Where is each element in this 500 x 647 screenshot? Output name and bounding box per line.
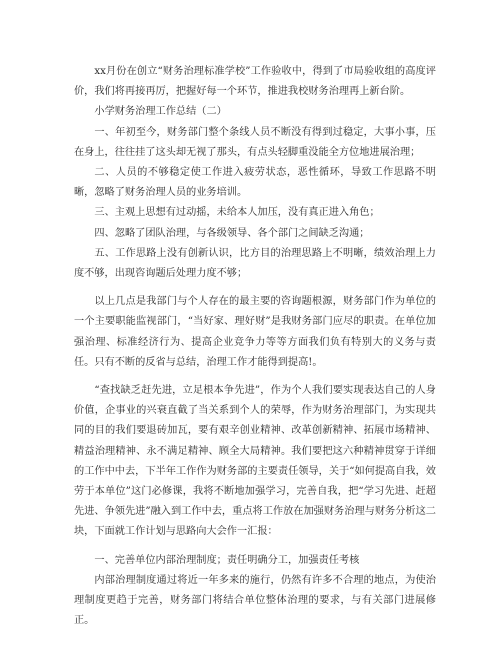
paragraph-point-4: 四、忽略了团队治理，与各级领导、各个部门之间缺乏沟通； [94,227,370,239]
paragraph-summary: 以上几点是我部门与个人存在的最主要的咨询题根源，财务部门作为单位的一个主要职能监视部门，“当好家、理好财”是我财务部门应尽的职责。在单位加强治理、标准经济行为、提高企业竞争力等等方面我们负有特别大的义务与责任。只有不断的反省与总结，治理工作才能得到提高!。 [74,296,436,368]
paragraph-point-2: 二、人员的不够稳定使工作进入疲劳状态，恶性循环，导致工作思路不明晰，忽略了财务治理人员的业务培训。 [74,167,436,199]
paragraph-point-3: 三、主观上思想有过动摇，未给本人加压，没有真正进入角色； [94,207,380,219]
paragraph-point-1: 一、年初至今，财务部门整个条线人员不断没有得到过稳定，大事小事，压在身上，往往挂了这头却无视了那头，有点头轻脚重没能全方位地进展治理； [74,126,436,158]
paragraph-acceptance: xx月份在创立“财务治理标准学校”工作验收中，得到了市局验收组的高度评价，我们将再接再厉，把握好每一个环节，推进我校财务治理再上新台阶。 [74,66,436,98]
paragraph-internal-control: 内部治理制度通过将近一年多来的施行，仍然有许多不合理的地点，为使治理制度更趋于完善，财务部门将结合单位整体治理的要求，与有关部门进展修正。 [74,574,436,627]
paragraph-point-5: 五、工作思路上没有创新认识，比方目的治理思路上不明晰，绩效治理上力度不够，出现咨询题后处理力度不够； [74,247,436,280]
document-page [74,62,436,631]
paragraph-heading-1: 一、完善单位内部治理制度；责任明确分工，加强责任考核 [94,554,360,566]
section-title: 小学财务治理工作总结（二） [94,106,227,118]
paragraph-spirit: “查找缺乏赶先进，立足根本争先进”，作为个人我们要实现表达自己的人身价值，企事业的兴衰直截了当关系到个人的荣辱，作为财务治理部门，为实现共同的目的我们要退砖加瓦，要有艰辛创业精神、改革创新精神、拓展市场精神、精益治理精神、永不满足精神、顾全大局精神。我们要把这六种精神贯穿于详细的工作中中去，下半年工作作为财务部的主要责任领导，关于“如何提高自我，效劳于本单位”这门必修课，我将不断地加强学习，完善自我，把“学习先进、赶超先进、争领先进”融入到工作中去，重点将工作放在加强财务治理与财务分析这二块，下面就工作计划与思路向大会作一汇报： [74,385,436,538]
